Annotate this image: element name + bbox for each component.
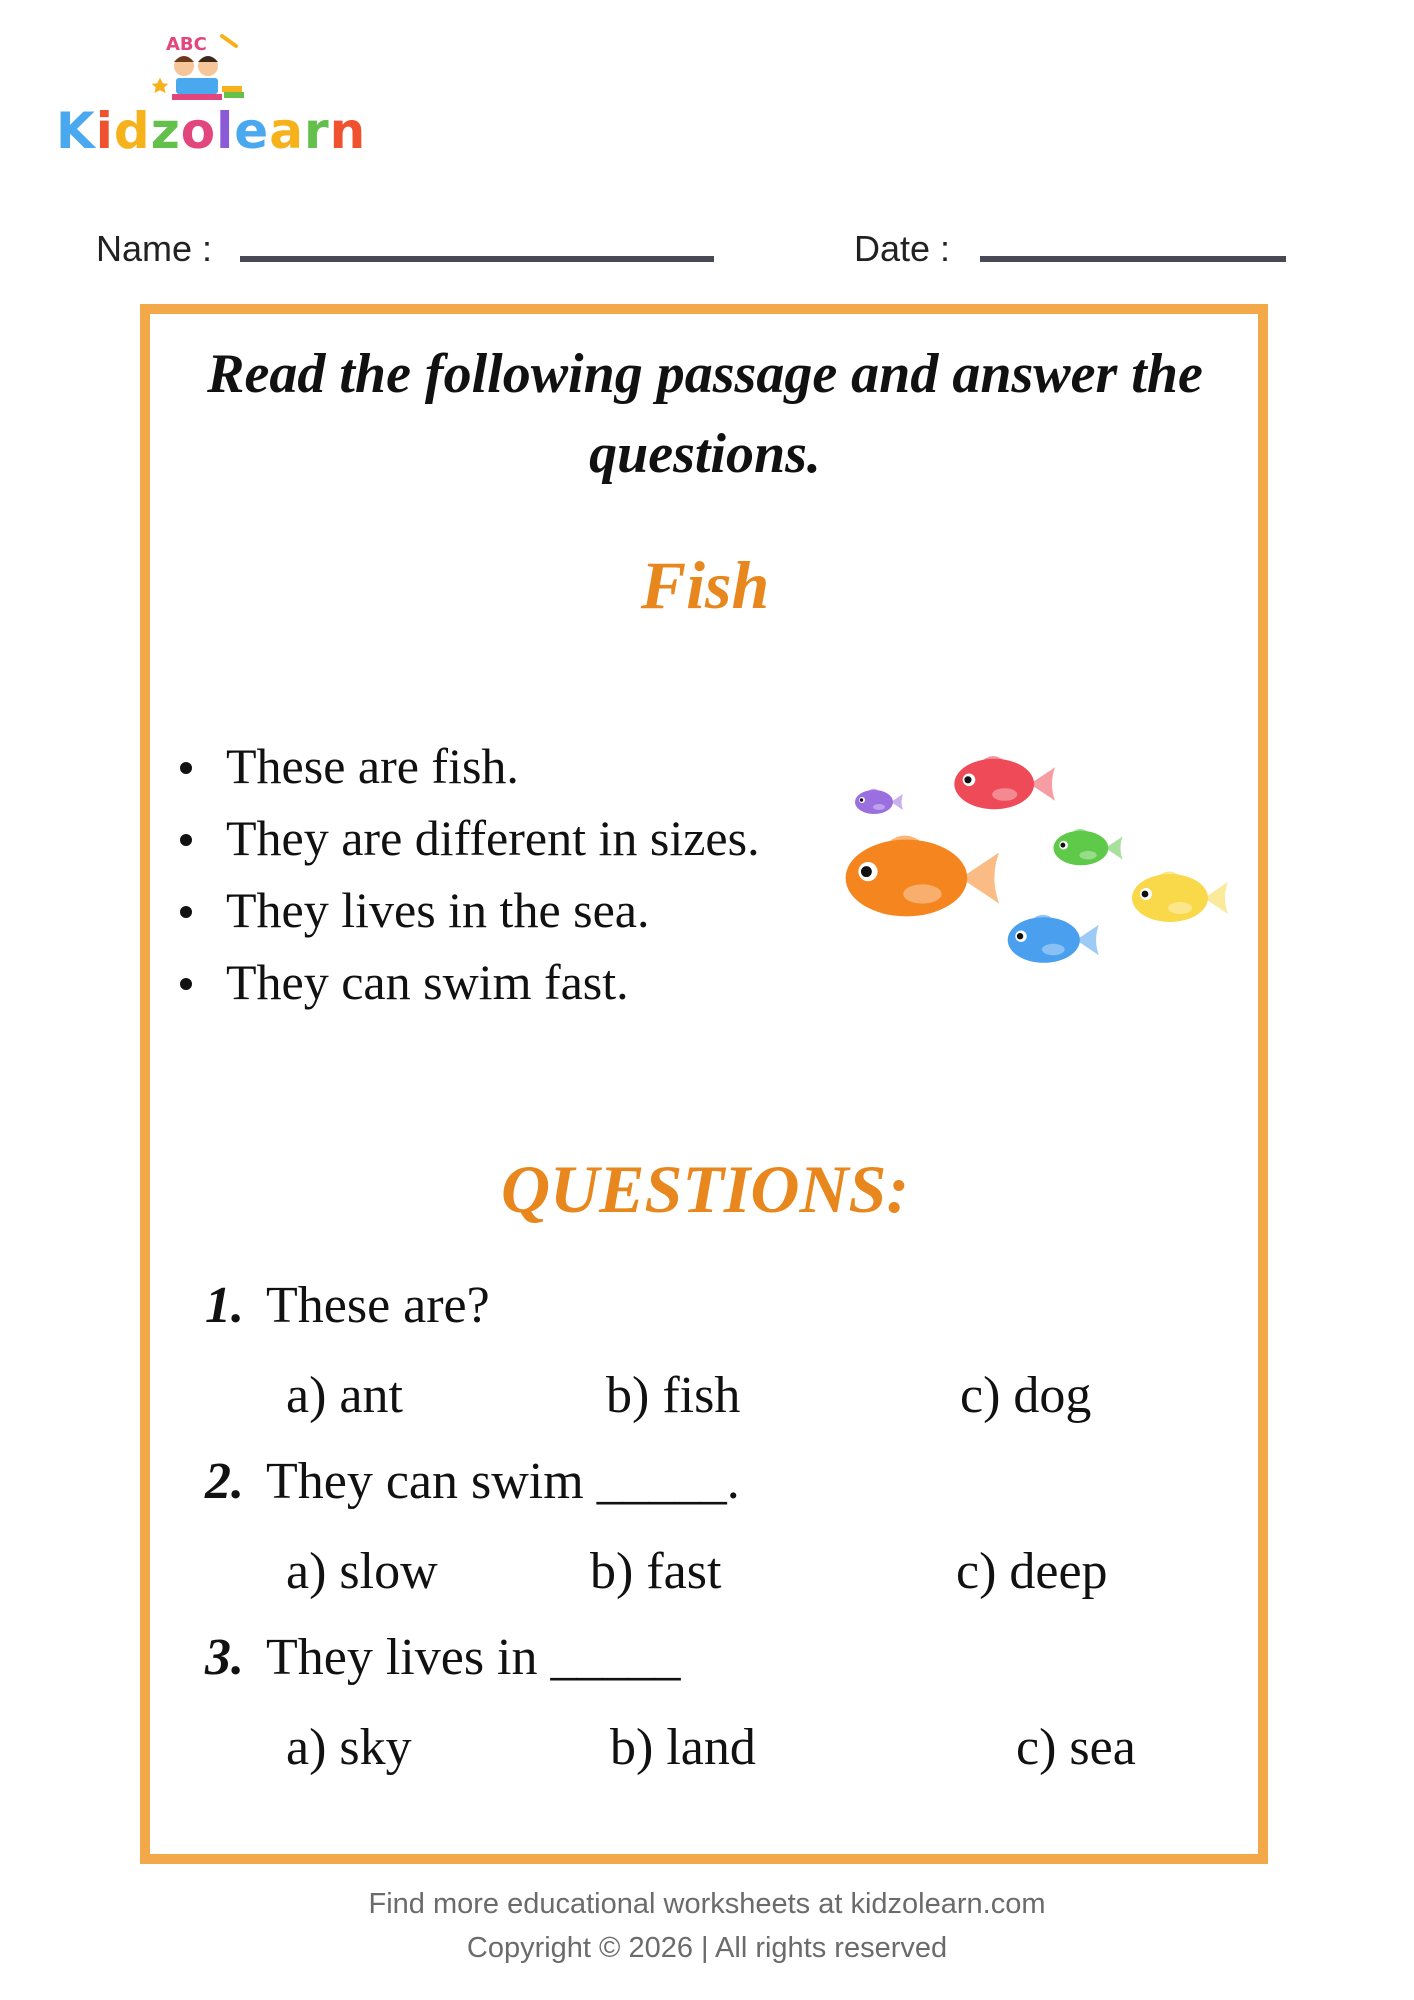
fish-icon — [1054, 829, 1123, 865]
question-number: 1. — [205, 1277, 244, 1334]
wordmark-letter: i — [95, 102, 114, 160]
option-3c[interactable]: c) sea — [1016, 1719, 1136, 1776]
fish-icon — [846, 836, 1000, 917]
badge-text: ABC — [166, 34, 207, 55]
date-label: Date : — [854, 228, 951, 269]
fish-icon — [954, 756, 1055, 809]
option-3a[interactable]: a) sky — [286, 1719, 412, 1776]
question-text: They lives in _____ — [266, 1629, 681, 1686]
fish-illustration — [830, 740, 1240, 980]
passage-line: These are fish. — [170, 730, 760, 802]
passage-line: They are different in sizes. — [170, 802, 760, 874]
footer-website: Find more educational worksheets at kidzolearn.com — [368, 1888, 1046, 1920]
fish-icon — [1008, 915, 1099, 963]
question-number: 3. — [205, 1629, 244, 1686]
passage-list — [170, 730, 760, 1018]
instruction-heading: Read the following passage and answer the questions. — [207, 343, 1203, 485]
question-3 — [205, 1628, 681, 1687]
name-field-line[interactable] — [240, 256, 714, 262]
wordmark-letter: e — [234, 102, 270, 160]
option-1b[interactable]: b) fish — [606, 1367, 741, 1424]
passage-line: They lives in the sea. — [170, 874, 760, 946]
question-1 — [205, 1276, 490, 1335]
fish-icon — [1132, 871, 1228, 922]
wordmark-letter: d — [113, 102, 151, 160]
option-3b[interactable]: b) land — [610, 1719, 756, 1776]
question-text: These are? — [266, 1277, 490, 1334]
wordmark-letter: r — [303, 102, 330, 160]
questions-heading: QUESTIONS: — [500, 1151, 910, 1227]
wordmark-letter: a — [269, 102, 304, 160]
passage-title: Fish — [640, 547, 770, 623]
footer-copyright: Copyright © 2026 | All rights reserved — [466, 1932, 948, 1964]
wordmark-letter: l — [216, 102, 235, 160]
wordmark-letter: z — [150, 102, 181, 160]
brand-wordmark — [56, 102, 366, 160]
option-2b[interactable]: b) fast — [590, 1543, 722, 1600]
kids-reading-icon — [146, 30, 256, 106]
brand-logo — [56, 30, 367, 160]
option-2a[interactable]: a) slow — [286, 1543, 438, 1600]
question-2 — [205, 1452, 740, 1511]
passage-line: They can swim fast. — [170, 946, 760, 1018]
name-label: Name : — [96, 228, 213, 269]
option-2c[interactable]: c) deep — [956, 1543, 1108, 1600]
option-1a[interactable]: a) ant — [286, 1367, 403, 1424]
question-text: They can swim _____. — [266, 1453, 740, 1510]
fish-icon — [855, 789, 903, 814]
question-number: 2. — [205, 1453, 244, 1510]
wordmark-letter: n — [329, 102, 367, 160]
date-field-line[interactable] — [980, 256, 1286, 262]
wordmark-letter: o — [180, 102, 217, 160]
wordmark-letter: K — [56, 102, 96, 160]
option-1c[interactable]: c) dog — [960, 1367, 1092, 1424]
